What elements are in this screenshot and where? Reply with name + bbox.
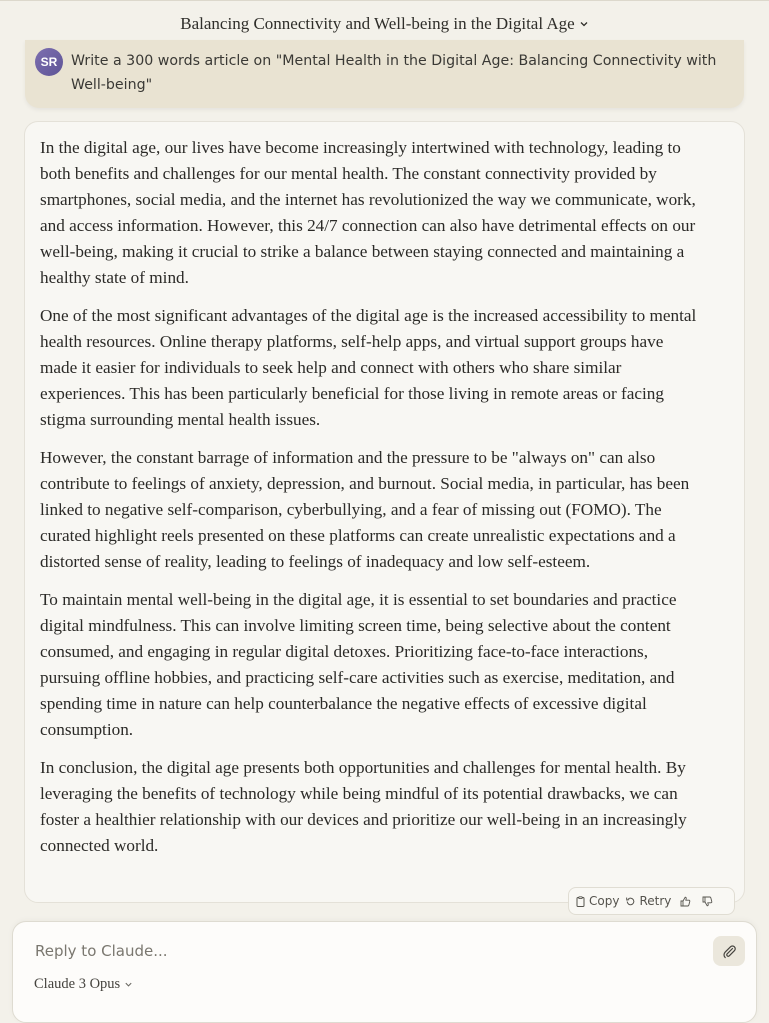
paragraph: However, the constant barrage of information and the pressure to be "always on" can also contribute to feelings of anxiety, depression, and burnout. Social media, in particular, has been linked to negative self-comparison, cyberbullying, and a fear of missing out (FOMO). The curated highlight reels presented on these platforms can create unrealistic expectations and a distorted sense of reality, leading to feelings of inadequacy and low self-esteem. [40,448,690,571]
user-message-text: Write a 300 words article on "Mental Health in the Digital Age: Balancing Connectivity with Well-being" [71,53,717,93]
retry-label: Retry [639,894,672,908]
composer [12,921,757,1023]
model-selector[interactable] [34,976,133,993]
copy-label: Copy [589,894,620,908]
chevron-down-icon [124,980,133,989]
attach-button[interactable] [713,936,745,966]
assistant-message [24,121,745,903]
clipboard-icon [575,896,586,907]
paragraph: In the digital age, our lives have become increasingly intertwined with technology, leading to both benefits and challenges for our mental health. The constant connectivity provided by smartphones, social media, and the internet has revolutionized the way we communicate, work, and access information. However, this 24/7 connection can also have detrimental effects on our well-being, making it crucial to strike a balance between staying connected and maintaining a healthy state of mind. [40,138,696,287]
conversation-title: Balancing Connectivity and Well-being in the Digital Age [180,14,575,33]
message-actions [568,887,735,915]
model-name: Claude 3 Opus [34,976,121,992]
copy-button[interactable] [575,894,619,908]
chevron-down-icon [579,19,589,29]
reply-input[interactable] [33,938,677,964]
paragraph: In conclusion, the digital age presents both opportunities and challenges for mental health. By leveraging the benefits of technology while being mindful of its potential drawbacks, we can foster a healthier relationship with our devices and prioritize our well-being in an increasingly connected world. [40,758,687,855]
paragraph: One of the most significant advantages of the digital age is the increased accessibility to mental health resources. Online therapy platforms, self-help apps, and virtual support groups have made it easier for individuals to seek help and connect with others who share similar experiences. This has been particularly beneficial for those living in remote areas or facing stigma surrounding mental health issues. [40,306,697,429]
retry-button[interactable] [625,894,671,908]
user-message [25,40,744,108]
thumbs-down-icon [702,896,713,907]
thumbs-up-icon [680,896,691,907]
conversation-title-dropdown[interactable] [180,14,588,34]
thumbs-up-button[interactable] [677,893,693,909]
assistant-message-body [40,135,700,871]
retry-icon [625,896,636,907]
avatar: SR [35,48,63,76]
thumbs-down-button[interactable] [699,893,715,909]
paragraph: To maintain mental well-being in the digital age, it is essential to set boundaries and practice digital mindfulness. This can involve limiting screen time, being selective about the content consumed, and engaging in regular digital detoxes. Prioritizing face-to-face interactions, pursuing offline hobbies, and practicing self-care activities such as exercise, meditation, and spending time in nature can help counterbalance the negative effects of excessive digital consumption. [40,590,677,739]
paperclip-icon [722,944,737,959]
